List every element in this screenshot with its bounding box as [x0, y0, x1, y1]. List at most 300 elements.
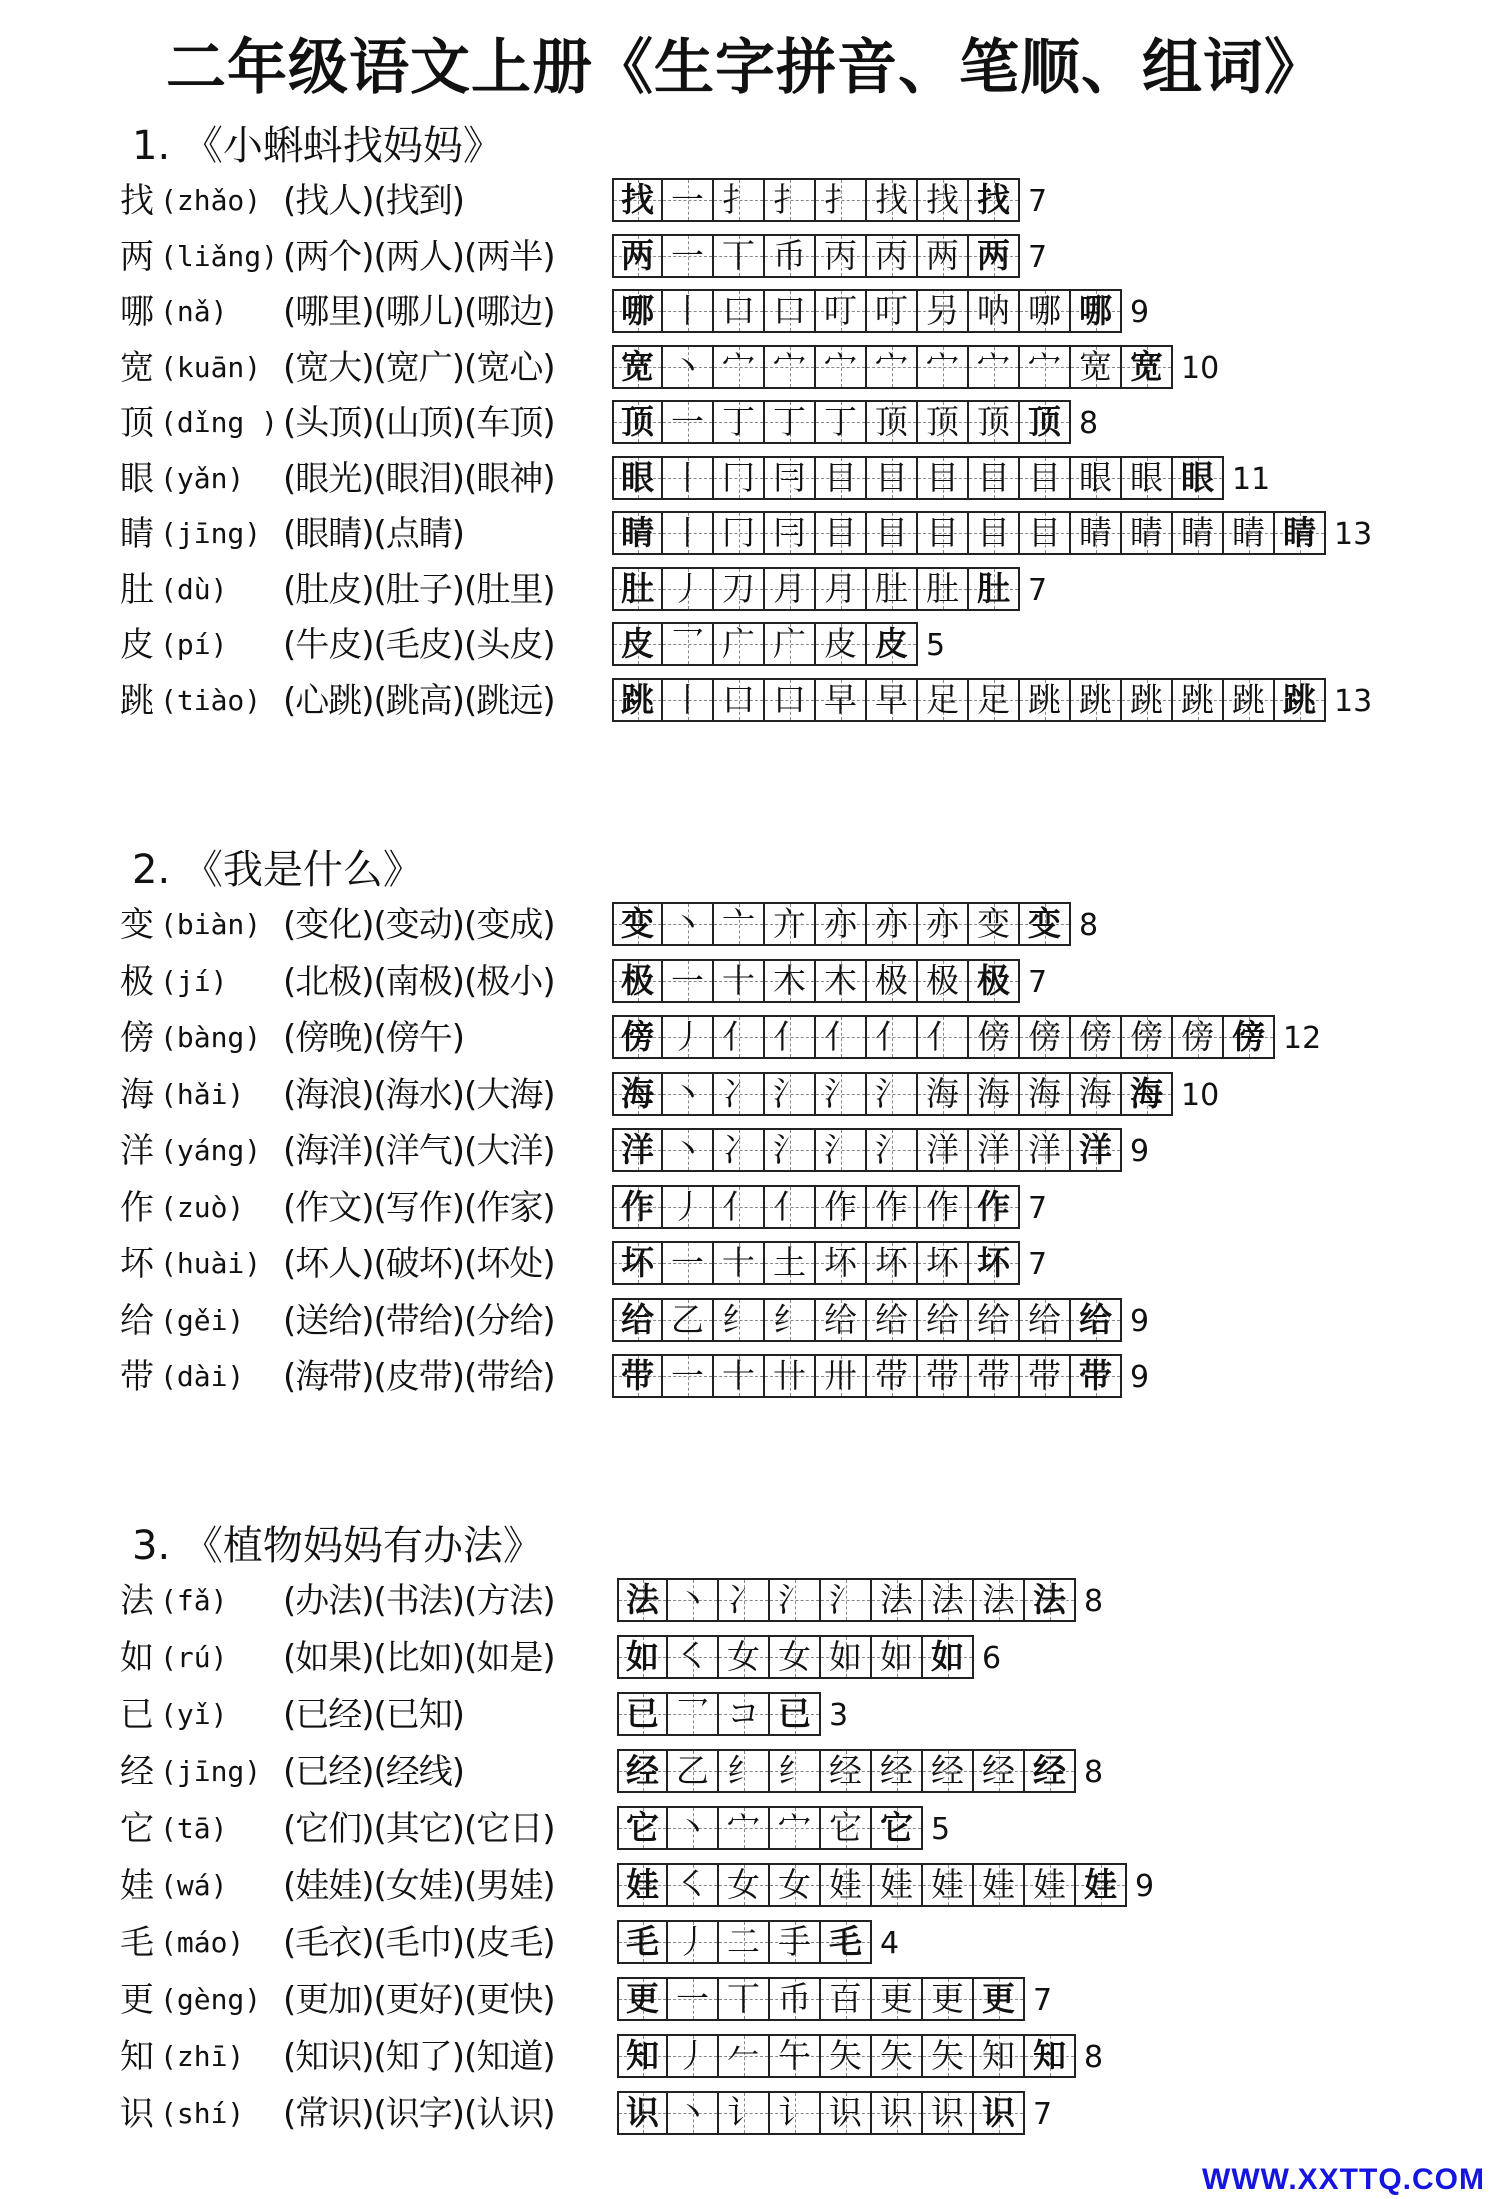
character: 作	[120, 1187, 154, 1228]
stroke-glyph: 眼	[1130, 457, 1163, 497]
stroke-cell	[612, 678, 663, 722]
character: 找	[120, 181, 154, 221]
stroke-cell	[617, 1863, 668, 1907]
character-row	[120, 511, 1470, 557]
stroke-cell	[816, 902, 867, 946]
stroke-cell	[867, 1185, 918, 1229]
stroke-cell	[663, 178, 714, 222]
stroke-cell	[1275, 511, 1326, 555]
character: 已	[120, 1695, 154, 1735]
stroke-cell	[1071, 1072, 1122, 1116]
stroke-glyph: 识	[626, 2093, 659, 2132]
character: 眼	[120, 458, 154, 499]
stroke-glyph: 变	[977, 904, 1010, 943]
stroke-glyph: 刀	[722, 568, 755, 608]
stroke-glyph: 娃	[829, 1865, 862, 1904]
character: 傍	[120, 1018, 154, 1058]
stroke-glyph: 目	[926, 457, 959, 497]
stroke-count: 8	[1079, 406, 1099, 441]
stroke-glyph: 给	[1079, 1299, 1112, 1339]
stroke-glyph: 哪	[621, 291, 654, 330]
stroke-cell	[765, 511, 816, 555]
stroke-cell	[867, 1072, 918, 1116]
stroke-glyph: 午	[778, 2036, 811, 2075]
stroke-glyph: 跳	[1130, 679, 1163, 719]
stroke-cell	[663, 456, 714, 500]
character: 跳	[120, 680, 154, 721]
stroke-glyph: 洋	[1079, 1130, 1112, 1169]
stroke-cell	[719, 1806, 770, 1850]
stroke-order-strip	[617, 1749, 1103, 1795]
stroke-cell	[872, 2091, 923, 2135]
stroke-order-strip	[617, 2091, 1052, 2137]
stroke-glyph: 坏	[875, 1243, 908, 1282]
word-group: (知识)(知了)(知道)	[283, 2037, 555, 2077]
stroke-cell	[770, 1977, 821, 2021]
stroke-cell	[612, 289, 663, 333]
stroke-cell	[867, 1354, 918, 1398]
stroke-cell	[969, 511, 1020, 555]
pinyin: (rú)	[160, 1641, 228, 1674]
stroke-cell	[617, 1920, 668, 1964]
stroke-cell	[872, 1749, 923, 1793]
stroke-glyph: 带	[875, 1356, 908, 1395]
stroke-glyph: 变	[1028, 904, 1061, 943]
stroke-glyph: 作	[875, 1186, 908, 1226]
stroke-cell	[918, 1128, 969, 1172]
stroke-cell	[612, 234, 663, 278]
stroke-glyph: 海	[926, 1073, 959, 1113]
stroke-cell	[714, 567, 765, 611]
stroke-cell	[714, 1128, 765, 1172]
stroke-cell	[923, 1749, 974, 1793]
stroke-cell	[612, 1015, 663, 1059]
stroke-count: 7	[1028, 572, 1048, 608]
stroke-cell	[770, 1863, 821, 1907]
stroke-cell	[923, 1863, 974, 1907]
stroke-glyph: ㇛	[676, 1865, 709, 1904]
stroke-glyph: 宀	[773, 346, 806, 386]
stroke-cell	[1224, 1015, 1275, 1059]
stroke-cell	[816, 1298, 867, 1342]
character-row	[120, 902, 1470, 948]
stroke-glyph: 讠	[778, 2093, 811, 2132]
stroke-glyph: 呐	[977, 291, 1010, 330]
pinyin: (yǎn)	[160, 461, 245, 495]
character: 变	[120, 905, 154, 945]
stroke-glyph: 娃	[1033, 1865, 1066, 1904]
character-row	[120, 345, 1470, 391]
stroke-glyph: 更	[880, 1979, 913, 2018]
stroke-order-strip	[617, 1578, 1103, 1624]
stroke-cell	[719, 1749, 770, 1793]
character: 海	[120, 1074, 154, 1115]
stroke-order-strip	[612, 902, 1098, 948]
stroke-glyph: 如	[829, 1637, 862, 1676]
stroke-cell	[923, 1977, 974, 2021]
stroke-cell	[918, 456, 969, 500]
stroke-glyph: 找	[621, 180, 654, 219]
stroke-glyph: 眼	[621, 457, 654, 497]
stroke-order-strip	[612, 1298, 1149, 1344]
stroke-glyph: 氵	[773, 1073, 806, 1113]
stroke-glyph: 月	[773, 568, 806, 608]
pinyin: (dài)	[160, 1360, 245, 1393]
stroke-cell	[872, 1806, 923, 1850]
stroke-cell	[969, 1015, 1020, 1059]
stroke-glyph: 宽	[1079, 346, 1112, 386]
character-row	[120, 1015, 1470, 1061]
pinyin: (yáng)	[160, 1134, 262, 1167]
stroke-cell	[821, 1806, 872, 1850]
stroke-cell	[714, 178, 765, 222]
stroke-glyph: 已	[626, 1694, 659, 1733]
stroke-glyph: コ	[727, 1694, 760, 1733]
stroke-glyph: 作	[977, 1186, 1010, 1226]
stroke-cell	[918, 678, 969, 722]
stroke-glyph: 宽	[621, 346, 654, 386]
stroke-glyph: 冫	[722, 1073, 755, 1113]
word-group: (海洋)(洋气)(大洋)	[283, 1131, 555, 1171]
stroke-cell	[1071, 511, 1122, 555]
stroke-cell	[872, 1863, 923, 1907]
stroke-count: 7	[1028, 239, 1048, 275]
stroke-glyph: 丅	[722, 235, 755, 275]
stroke-glyph: 眼	[1079, 457, 1112, 497]
stroke-glyph: 洋	[926, 1130, 959, 1169]
stroke-glyph: 亦	[824, 904, 857, 943]
stroke-glyph: 丿	[676, 2036, 709, 2075]
stroke-glyph: 冂	[722, 513, 755, 552]
stroke-glyph: 海	[1079, 1073, 1112, 1113]
stroke-cell	[1020, 1015, 1071, 1059]
stroke-glyph: 口	[722, 679, 755, 719]
stroke-cell	[1020, 1298, 1071, 1342]
stroke-cell	[969, 1072, 1020, 1116]
stroke-count: 9	[1135, 1869, 1155, 1904]
stroke-glyph: 宀	[926, 346, 959, 386]
stroke-cell	[867, 289, 918, 333]
stroke-cell	[612, 456, 663, 500]
stroke-glyph: 亻	[926, 1017, 959, 1056]
stroke-glyph: 皮	[875, 624, 908, 663]
stroke-cell	[918, 902, 969, 946]
stroke-cell	[816, 178, 867, 222]
character-row	[120, 959, 1470, 1005]
stroke-cell	[918, 345, 969, 389]
stroke-cell	[714, 289, 765, 333]
stroke-cell	[969, 345, 1020, 389]
character: 洋	[120, 1131, 154, 1171]
stroke-glyph: 宀	[824, 346, 857, 386]
pinyin: (gèng)	[160, 1983, 262, 2016]
word-group: (找人)(找到)	[283, 181, 465, 221]
stroke-cell	[612, 902, 663, 946]
stroke-order-strip	[612, 234, 1047, 280]
stroke-glyph: 顶	[875, 402, 908, 441]
stroke-glyph: 找	[977, 180, 1010, 219]
stroke-glyph: 丙	[875, 235, 908, 275]
stroke-cell	[923, 1635, 974, 1679]
character-row	[120, 567, 1470, 613]
pinyin: (dù)	[160, 572, 228, 606]
character-row	[120, 1241, 1470, 1287]
stroke-glyph: 傍	[1130, 1017, 1163, 1056]
stroke-glyph: 亣	[773, 904, 806, 943]
stroke-glyph: 极	[977, 960, 1010, 1000]
stroke-glyph: 经	[880, 1751, 913, 1790]
stroke-cell	[974, 1977, 1025, 2021]
stroke-cell	[612, 345, 663, 389]
stroke-glyph: 矢	[829, 2036, 862, 2075]
stroke-cell	[612, 511, 663, 555]
stroke-glyph: 丨	[671, 291, 704, 330]
stroke-cell	[765, 1354, 816, 1398]
stroke-cell	[612, 1185, 663, 1229]
stroke-glyph: 丁	[773, 402, 806, 441]
stroke-glyph: 手	[778, 1922, 811, 1961]
stroke-glyph: 经	[829, 1751, 862, 1790]
stroke-glyph: 冃	[773, 513, 806, 552]
stroke-cell	[969, 456, 1020, 500]
stroke-cell	[867, 1241, 918, 1285]
stroke-cell	[765, 959, 816, 1003]
stroke-cell	[816, 622, 867, 666]
stroke-order-strip	[617, 1635, 1001, 1681]
stroke-cell	[1025, 2034, 1076, 2078]
stroke-glyph: 它	[880, 1808, 913, 1847]
stroke-cell	[770, 1920, 821, 1964]
stroke-glyph: 丙	[824, 235, 857, 275]
stroke-glyph: 一	[671, 402, 704, 441]
stroke-glyph: 乛	[676, 1694, 709, 1733]
stroke-glyph: 跳	[1028, 679, 1061, 719]
stroke-glyph: 顶	[1028, 402, 1061, 441]
stroke-cell	[765, 902, 816, 946]
stroke-glyph: 一	[671, 235, 704, 275]
stroke-cell	[765, 1241, 816, 1285]
character-row	[120, 1354, 1470, 1400]
stroke-cell	[668, 1635, 719, 1679]
stroke-count: 9	[1130, 1360, 1150, 1395]
character: 两	[120, 236, 154, 277]
word-group: (肚皮)(肚子)(肚里)	[283, 569, 555, 610]
stroke-glyph: 法	[982, 1580, 1015, 1619]
stroke-glyph: 乙	[671, 1299, 704, 1339]
word-group: (头顶)(山顶)(车顶)	[283, 403, 555, 443]
character: 如	[120, 1638, 154, 1678]
stroke-glyph: 给	[621, 1299, 654, 1339]
stroke-glyph: 纟	[727, 1751, 760, 1790]
stroke-glyph: 宀	[1028, 346, 1061, 386]
stroke-cell	[668, 2034, 719, 2078]
stroke-glyph: 娃	[931, 1865, 964, 1904]
stroke-glyph: 矢	[880, 2036, 913, 2075]
stroke-glyph: 知	[982, 2036, 1015, 2075]
character: 哪	[120, 292, 154, 332]
stroke-order-strip	[612, 400, 1098, 446]
stroke-glyph: 扌	[722, 180, 755, 219]
stroke-glyph: 两	[621, 235, 654, 275]
stroke-cell	[765, 178, 816, 222]
stroke-glyph: 土	[773, 1243, 806, 1282]
stroke-cell	[816, 1128, 867, 1172]
stroke-glyph: 顶	[977, 402, 1010, 441]
stroke-cell	[969, 1241, 1020, 1285]
stroke-cell	[918, 511, 969, 555]
word-group: (眼光)(眼泪)(眼神)	[283, 458, 555, 499]
stroke-cell	[918, 1072, 969, 1116]
stroke-cell	[821, 2034, 872, 2078]
stroke-glyph: 冂	[722, 457, 755, 497]
pinyin: (nǎ)	[160, 295, 228, 328]
stroke-order-strip	[612, 1072, 1219, 1118]
stroke-cell	[974, 1863, 1025, 1907]
stroke-cell	[617, 1749, 668, 1793]
character: 娃	[120, 1866, 154, 1906]
stroke-cell	[816, 345, 867, 389]
stroke-cell	[719, 1692, 770, 1736]
stroke-cell	[1071, 345, 1122, 389]
stroke-glyph: 睛	[621, 513, 654, 552]
stroke-glyph: 法	[880, 1580, 913, 1619]
stroke-glyph: 经	[1033, 1751, 1066, 1790]
stroke-glyph: 氵	[829, 1580, 862, 1619]
stroke-glyph: 洋	[977, 1130, 1010, 1169]
stroke-glyph: 丿	[671, 1186, 704, 1226]
stroke-cell	[1122, 511, 1173, 555]
stroke-order-strip	[617, 1692, 848, 1738]
stroke-glyph: 目	[824, 513, 857, 552]
stroke-cell	[719, 2034, 770, 2078]
character: 皮	[120, 625, 154, 665]
stroke-glyph: 冫	[727, 1580, 760, 1619]
stroke-cell	[872, 2034, 923, 2078]
stroke-count: 8	[1084, 1755, 1104, 1790]
stroke-cell	[714, 456, 765, 500]
word-group: (它们)(其它)(它日)	[283, 1809, 555, 1849]
stroke-count: 13	[1334, 683, 1373, 719]
stroke-glyph: 叮	[875, 291, 908, 330]
stroke-cell	[765, 345, 816, 389]
stroke-glyph: 早	[824, 679, 857, 719]
stroke-glyph: 二	[727, 1922, 760, 1961]
stroke-glyph: 变	[621, 904, 654, 943]
character-row	[120, 678, 1470, 724]
stroke-glyph: 氵	[824, 1130, 857, 1169]
stroke-cell	[617, 2091, 668, 2135]
stroke-cell	[770, 2091, 821, 2135]
stroke-cell	[816, 678, 867, 722]
stroke-cell	[1071, 456, 1122, 500]
character: 法	[120, 1581, 154, 1621]
stroke-glyph: 宀	[977, 346, 1010, 386]
word-group: (哪里)(哪儿)(哪边)	[283, 292, 555, 332]
stroke-glyph: 找	[875, 180, 908, 219]
stroke-glyph: 傍	[1028, 1017, 1061, 1056]
stroke-cell	[923, 2034, 974, 2078]
pinyin: (yǐ)	[160, 1698, 228, 1731]
stroke-cell	[816, 567, 867, 611]
stroke-cell	[1020, 1072, 1071, 1116]
stroke-cell	[821, 1635, 872, 1679]
stroke-cell	[617, 1578, 668, 1622]
word-group: (变化)(变动)(变成)	[283, 905, 555, 945]
stroke-cell	[765, 234, 816, 278]
stroke-cell	[663, 345, 714, 389]
stroke-cell	[714, 959, 765, 1003]
stroke-cell	[1020, 289, 1071, 333]
stroke-cell	[668, 1920, 719, 1964]
stroke-glyph: 娃	[626, 1865, 659, 1904]
character-row	[120, 1578, 1470, 1624]
stroke-cell	[1122, 345, 1173, 389]
stroke-glyph: 给	[977, 1299, 1010, 1339]
stroke-glyph: 娃	[982, 1865, 1015, 1904]
pinyin: (gěi)	[160, 1303, 245, 1337]
pinyin: (huài)	[160, 1247, 262, 1280]
stroke-cell	[974, 2091, 1025, 2135]
stroke-cell	[816, 1015, 867, 1059]
stroke-glyph: 丶	[676, 2093, 709, 2132]
character: 识	[120, 2094, 154, 2134]
stroke-cell	[969, 234, 1020, 278]
word-group: (傍晚)(傍午)	[283, 1018, 465, 1058]
stroke-cell	[974, 1749, 1025, 1793]
stroke-cell	[765, 678, 816, 722]
stroke-glyph: 丿	[676, 1922, 709, 1961]
stroke-cell	[969, 289, 1020, 333]
stroke-cell	[918, 400, 969, 444]
stroke-cell	[816, 511, 867, 555]
stroke-glyph: 十	[722, 1356, 755, 1395]
stroke-cell	[714, 622, 765, 666]
stroke-glyph: 木	[773, 960, 806, 1000]
stroke-cell	[816, 400, 867, 444]
word-group: (坏人)(破坏)(坏处)	[283, 1244, 555, 1284]
stroke-cell	[867, 345, 918, 389]
stroke-order-strip	[612, 622, 945, 668]
stroke-glyph: 肚	[875, 568, 908, 608]
stroke-cell	[612, 622, 663, 666]
stroke-cell	[867, 902, 918, 946]
stroke-glyph: 丁	[824, 402, 857, 441]
stroke-glyph: 月	[824, 568, 857, 608]
stroke-glyph: 氵	[875, 1073, 908, 1113]
stroke-glyph: 识	[982, 2093, 1015, 2132]
stroke-cell	[867, 678, 918, 722]
stroke-glyph: 丿	[671, 1017, 704, 1056]
stroke-cell	[765, 622, 816, 666]
stroke-glyph: 丶	[671, 346, 704, 386]
stroke-cell	[663, 289, 714, 333]
stroke-count: 10	[1181, 350, 1220, 386]
stroke-glyph: 毛	[626, 1922, 659, 1961]
stroke-cell	[918, 1354, 969, 1398]
stroke-cell	[1076, 1863, 1127, 1907]
stroke-glyph: 叮	[824, 291, 857, 330]
stroke-cell	[770, 1749, 821, 1793]
stroke-glyph: 丶	[671, 1130, 704, 1169]
stroke-glyph: 如	[880, 1637, 913, 1676]
stroke-cell	[918, 959, 969, 1003]
stroke-glyph: 𠂉	[727, 2036, 760, 2075]
stroke-glyph: 跳	[1232, 679, 1265, 719]
stroke-count: 5	[926, 628, 946, 663]
stroke-cell	[1173, 456, 1224, 500]
stroke-glyph: 矢	[931, 2036, 964, 2075]
stroke-glyph: 带	[621, 1356, 654, 1395]
